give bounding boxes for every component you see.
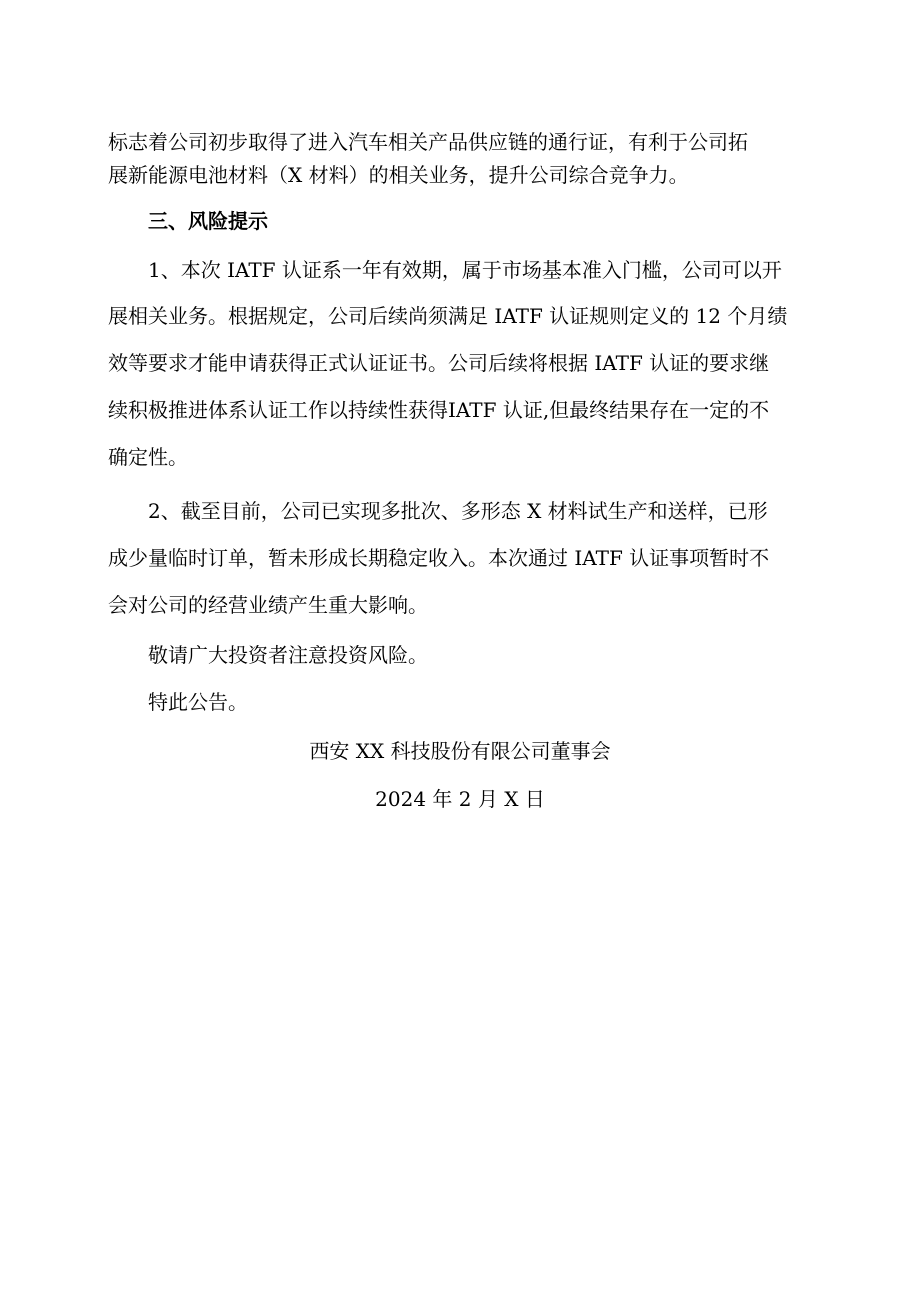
item1-line-3: 效等要求才能申请获得正式认证证书。公司后续将根据 IATF 认证的要求继 (108, 351, 770, 375)
item2-line-3: 会对公司的经营业绩产生重大影响。 (108, 593, 428, 617)
investor-notice: 敬请广大投资者注意投资风险。 (148, 643, 428, 667)
intro-line-2: 展新能源电池材料（X 材料）的相关业务，提升公司综合竞争力。 (108, 163, 689, 187)
signature-board: 西安 XX 科技股份有限公司董事会 (309, 739, 611, 763)
closing-statement: 特此公告。 (148, 690, 248, 714)
announcement-date: 2024 年 2 月 X 日 (375, 787, 545, 811)
item1-line-2: 展相关业务。根据规定，公司后续尚须满足 IATF 认证规则定义的 12 个月绩 (108, 304, 788, 328)
intro-line-1: 标志着公司初步取得了进入汽车相关产品供应链的通行证，有利于公司拓 (108, 130, 748, 154)
item2-line-2: 成少量临时订单，暂未形成长期稳定收入。本次通过 IATF 认证事项暂时不 (108, 546, 770, 570)
section-heading-risk: 三、风险提示 (148, 209, 268, 233)
item2-line-1: 2、截至目前，公司已实现多批次、多形态 X 材料试生产和送样，已形 (148, 499, 768, 523)
item1-line-5: 确定性。 (108, 445, 188, 469)
item1-line-1: 1、本次 IATF 认证系一年有效期，属于市场基本准入门槛，公司可以开 (148, 258, 782, 282)
item1-line-4: 续积极推进体系认证工作以持续性获得IATF 认证,但最终结果存在一定的不 (108, 398, 770, 422)
